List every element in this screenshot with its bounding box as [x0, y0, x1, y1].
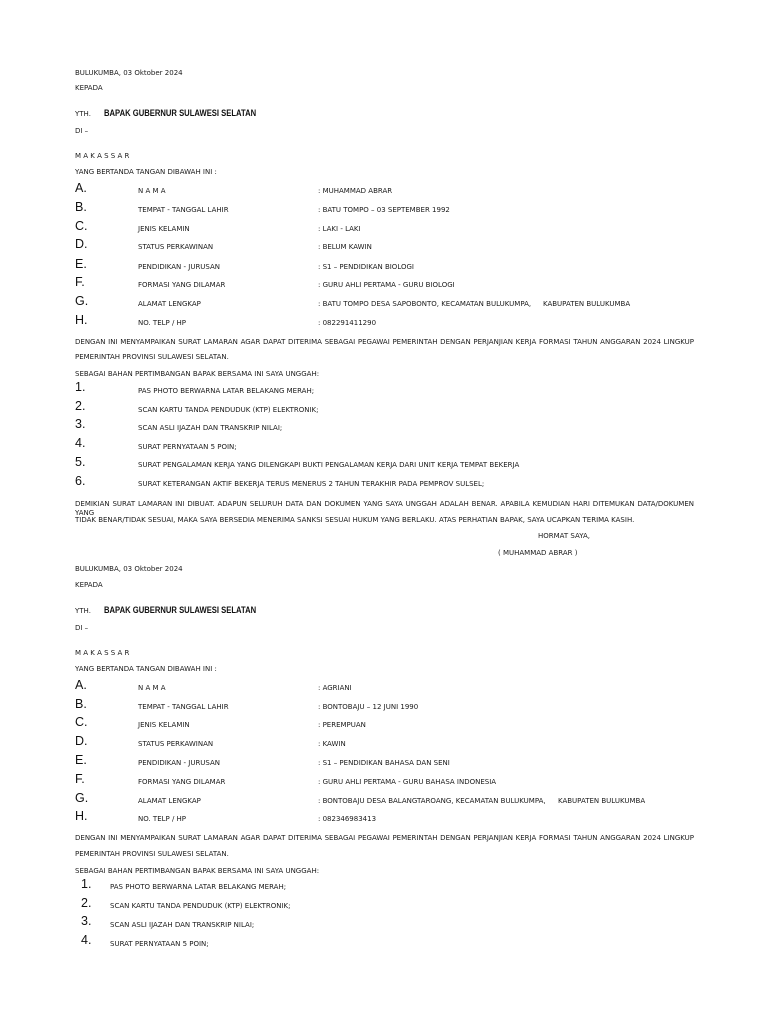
field-value: : LAKI - LAKI — [318, 225, 361, 233]
field-value: : BONTOBAJU – 12 JUNI 1990 — [318, 703, 419, 711]
field-value: : BATU TOMPO – 03 SEPTEMBER 1992 — [318, 206, 450, 214]
field-letter: A. — [75, 678, 87, 692]
field-label: N A M A — [138, 684, 166, 692]
attachment-item: SURAT PERNYATAAN 5 POIN; — [138, 443, 237, 451]
field-letter: A. — [75, 181, 87, 195]
attachment-number: 1. — [81, 877, 92, 891]
attachment-number: 1. — [75, 380, 86, 394]
attachment-number: 5. — [75, 455, 86, 469]
field-label: N A M A — [138, 187, 166, 195]
city: M A K A S S A R — [75, 152, 130, 160]
field-label: NO. TELP / HP — [138, 815, 187, 823]
field-value: : KAWIN — [318, 740, 346, 748]
field-value: : BONTOBAJU DESA BALANGTAROANG, KECAMATAN BULUKUMPA, — [318, 797, 546, 805]
field-value: : S1 – PENDIDIKAN BAHASA DAN SENI — [318, 759, 450, 767]
attachment-item: PAS PHOTO BERWARNA LATAR BELAKANG MERAH; — [138, 387, 315, 395]
closing-paragraph: DEMIKIAN SURAT LAMARAN INI DIBUAT. ADAPUN SELURUH DATA DAN DOKUMEN YANG SAYA UNGGAH ADALAH BENAR. APABILA KEMUDIAN HARI DITEMUKAN DATA/DOKUMEN YANG — [75, 500, 694, 517]
field-letter: E. — [75, 753, 87, 767]
field-letter: G. — [75, 294, 89, 308]
field-value: : BATU TOMPO DESA SAPOBONTO, KECAMATAN BULUKUMPA, — [318, 300, 532, 308]
field-value-continued: KABUPATEN BULUKUMBA — [543, 300, 631, 308]
letter-date: BULUKUMBA, 03 Oktober 2024 — [75, 69, 183, 77]
attachment-number: 6. — [75, 474, 86, 488]
kepada-label: KEPADA — [75, 581, 103, 589]
attachment-item: SURAT KETERANGAN AKTIF BEKERJA TERUS MENERUS 2 TAHUN TERAKHIR PADA PEMPROV SULSEL; — [138, 480, 485, 488]
field-label: STATUS PERKAWINAN — [138, 243, 214, 251]
field-letter: B. — [75, 200, 87, 214]
intro-text: YANG BERTANDA TANGAN DIBAWAH INI : — [75, 168, 217, 176]
attachment-item: PAS PHOTO BERWARNA LATAR BELAKANG MERAH; — [110, 883, 287, 891]
intro-text: YANG BERTANDA TANGAN DIBAWAH INI : — [75, 665, 217, 673]
kepada-label: KEPADA — [75, 84, 103, 92]
attachments-intro: SEBAGAI BAHAN PERTIMBANGAN BAPAK BERSAMA INI SAYA UNGGAH: — [75, 867, 320, 875]
field-value: : S1 – PENDIDIKAN BIOLOGI — [318, 263, 414, 271]
field-value: : BELUM KAWIN — [318, 243, 372, 251]
attachment-number: 4. — [75, 436, 86, 450]
signature-name: ( MUHAMMAD ABRAR ) — [498, 549, 578, 557]
attachment-item: SCAN KARTU TANDA PENDUDUK (KTP) ELEKTRONIK; — [138, 406, 319, 414]
field-value-continued: KABUPATEN BULUKUMBA — [558, 797, 646, 805]
attachments-intro: SEBAGAI BAHAN PERTIMBANGAN BAPAK BERSAMA INI SAYA UNGGAH: — [75, 370, 320, 378]
attachment-item: SCAN ASLI IJAZAH DAN TRANSKRIP NILAI; — [138, 424, 283, 432]
field-letter: C. — [75, 219, 88, 233]
field-value: : PEREMPUAN — [318, 721, 366, 729]
attachment-number: 3. — [81, 914, 92, 928]
yth-label: YTH. — [75, 110, 91, 118]
addressee: BAPAK GUBERNUR SULAWESI SELATAN — [104, 108, 257, 118]
addressee: BAPAK GUBERNUR SULAWESI SELATAN — [104, 605, 257, 615]
request-paragraph-end: PEMERINTAH PROVINSI SULAWESI SELATAN. — [75, 850, 229, 858]
field-letter: B. — [75, 697, 87, 711]
field-label: ALAMAT LENGKAP — [138, 797, 201, 805]
di-label: DI – — [75, 624, 89, 632]
di-label: DI – — [75, 127, 89, 135]
city: M A K A S S A R — [75, 649, 130, 657]
field-label: JENIS KELAMIN — [138, 225, 190, 233]
field-letter: G. — [75, 791, 89, 805]
closing-paragraph-end: TIDAK BENAR/TIDAK SESUAI, MAKA SAYA BERSEDIA MENERIMA SANKSI SESUAI HUKUM YANG BERLAKU. ATAS PERHATIAN BAPAK, SAYA UCAPKAN TERIMA KASIH. — [75, 516, 635, 524]
field-label: STATUS PERKAWINAN — [138, 740, 214, 748]
field-value: : AGRIANI — [318, 684, 352, 692]
field-letter: D. — [75, 734, 88, 748]
attachment-item: SURAT PENGALAMAN KERJA YANG DILENGKAPI BUKTI PENGALAMAN KERJA DARI UNIT KERJA TEMPAT BEKERJA — [138, 461, 520, 469]
attachment-item: SCAN KARTU TANDA PENDUDUK (KTP) ELEKTRONIK; — [110, 902, 291, 910]
letter-date: BULUKUMBA, 03 Oktober 2024 — [75, 565, 183, 573]
attachment-item: SURAT PERNYATAAN 5 POIN; — [110, 940, 209, 948]
field-label: NO. TELP / HP — [138, 319, 187, 327]
field-letter: H. — [75, 313, 88, 327]
field-label: JENIS KELAMIN — [138, 721, 190, 729]
request-paragraph: DENGAN INI MENYAMPAIKAN SURAT LAMARAN AGAR DAPAT DITERIMA SEBAGAI PEGAWAI PEMERINTAH DENGAN PERJANJIAN KERJA FORMASI TAHUN ANGGARAN 2024 LINGKUP — [75, 834, 694, 842]
attachment-item: SCAN ASLI IJAZAH DAN TRANSKRIP NILAI; — [110, 921, 255, 929]
field-label: PENDIDIKAN - JURUSAN — [138, 263, 221, 271]
field-value: : MUHAMMAD ABRAR — [318, 187, 393, 195]
request-paragraph: DENGAN INI MENYAMPAIKAN SURAT LAMARAN AGAR DAPAT DITERIMA SEBAGAI PEGAWAI PEMERINTAH DENGAN PERJANJIAN KERJA FORMASI TAHUN ANGGARAN 2024 LINGKUP — [75, 338, 694, 346]
field-value: : 082291411290 — [318, 319, 377, 327]
field-value: : GURU AHLI PERTAMA - GURU BIOLOGI — [318, 281, 455, 289]
field-value: : 082346983413 — [318, 815, 377, 823]
attachment-number: 2. — [75, 399, 86, 413]
field-label: TEMPAT - TANGGAL LAHIR — [138, 703, 229, 711]
field-letter: H. — [75, 809, 88, 823]
field-letter: D. — [75, 237, 88, 251]
field-label: ALAMAT LENGKAP — [138, 300, 201, 308]
field-letter: C. — [75, 715, 88, 729]
field-label: TEMPAT - TANGGAL LAHIR — [138, 206, 229, 214]
request-paragraph-end: PEMERINTAH PROVINSI SULAWESI SELATAN. — [75, 353, 229, 361]
field-letter: F. — [75, 275, 85, 289]
field-label: FORMASI YANG DILAMAR — [138, 778, 226, 786]
regards-text: HORMAT SAYA, — [538, 532, 590, 540]
attachment-number: 2. — [81, 896, 92, 910]
field-letter: E. — [75, 257, 87, 271]
attachment-number: 4. — [81, 933, 92, 947]
field-label: PENDIDIKAN - JURUSAN — [138, 759, 221, 767]
yth-label: YTH. — [75, 607, 91, 615]
field-letter: F. — [75, 772, 85, 786]
field-value: : GURU AHLI PERTAMA - GURU BAHASA INDONESIA — [318, 778, 497, 786]
field-label: FORMASI YANG DILAMAR — [138, 281, 226, 289]
attachment-number: 3. — [75, 417, 86, 431]
